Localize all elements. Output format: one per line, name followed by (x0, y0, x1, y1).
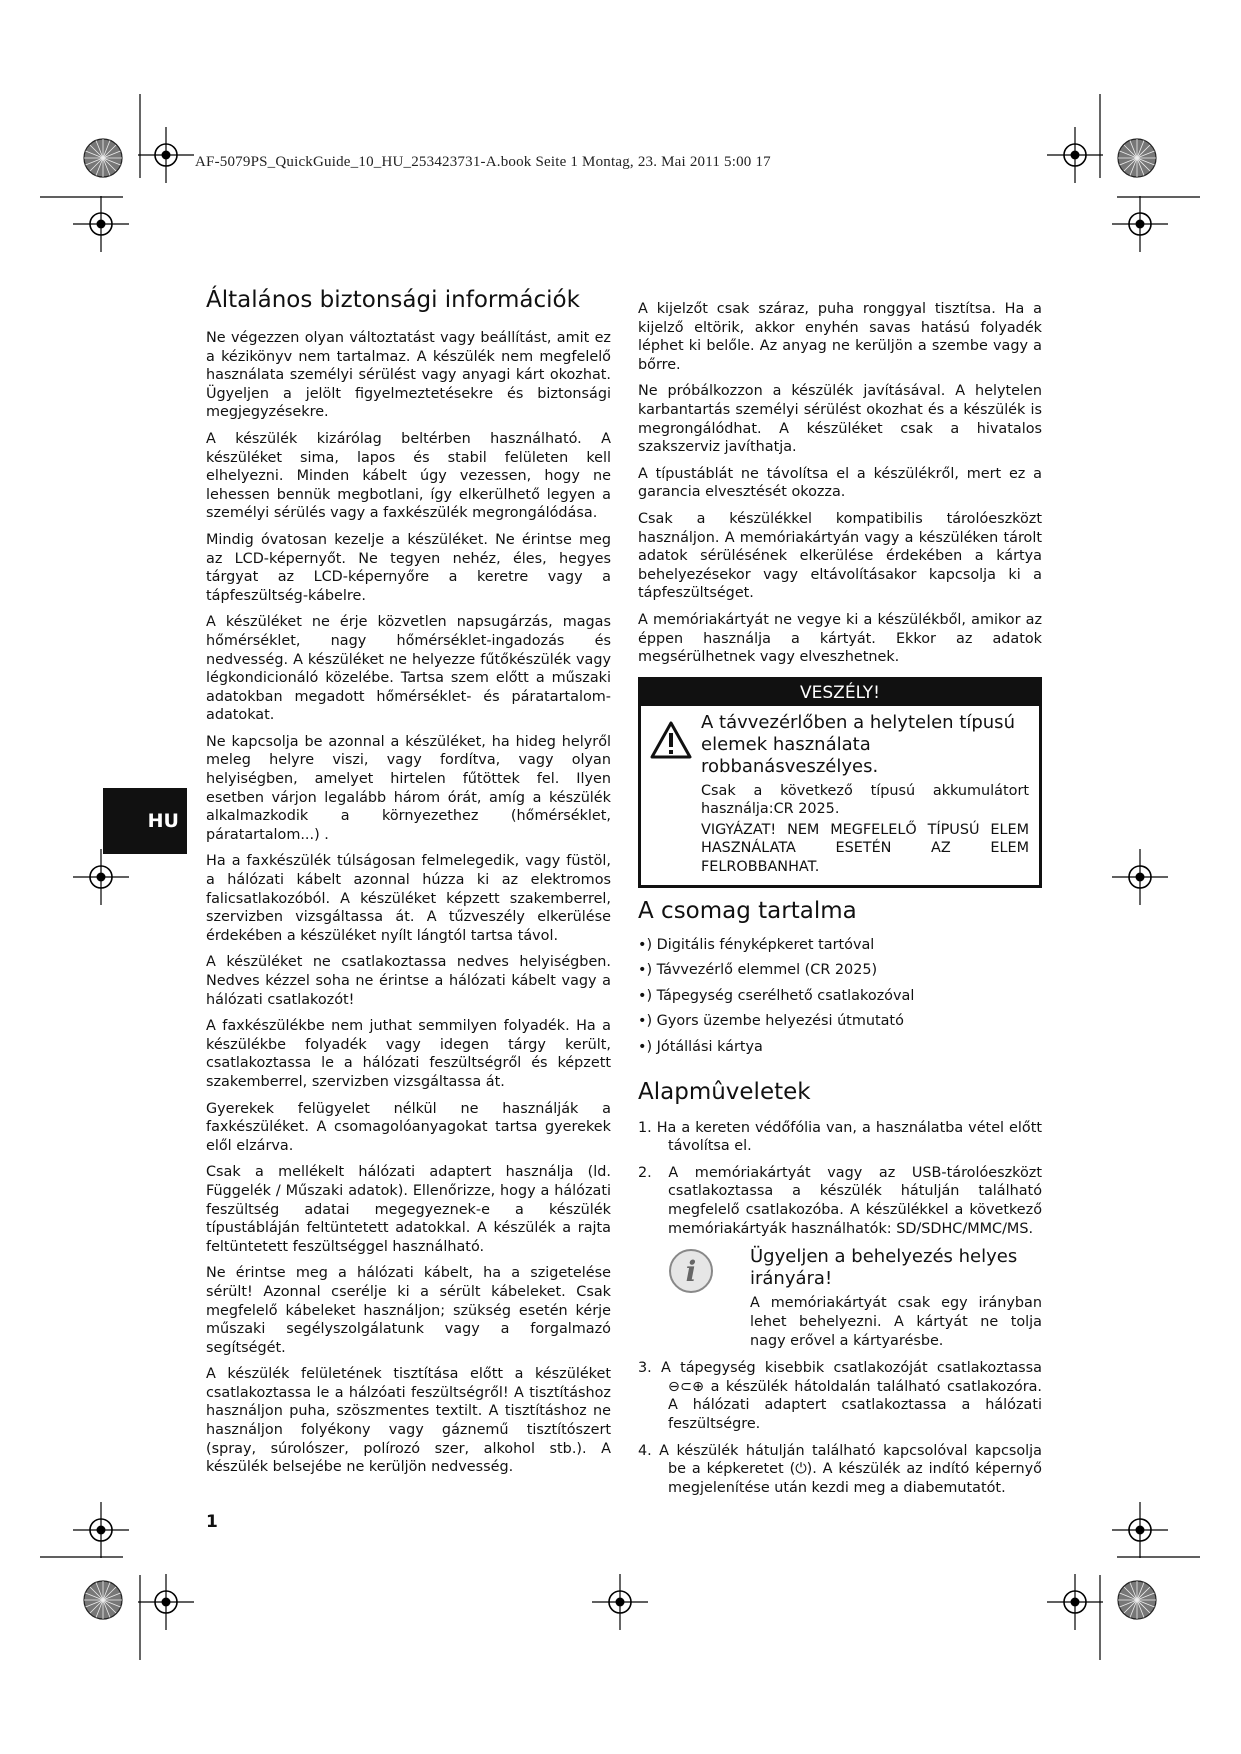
operation-step: 3. A tápegység kisebbik csatlakozóját csatlakoztassa ⊖⊂⊕ a készülék hátoldalán található csatlakozóra. A hálózati adaptert csatlakoztassa a hálózati feszültségre. (638, 1360, 1042, 1432)
info-note (668, 1246, 1042, 1351)
left-column (206, 285, 611, 1485)
operation-step: 1. Ha a kereten védőfólia van, a használatba vétel előtt távolítsa el. (638, 1119, 1042, 1155)
safety-paragraph: Mindig óvatosan kezelje a készüléket. Ne érintse meg az LCD-képernyőt. Ne tegyen nehéz, éles, hegyes tárgyat az LCD-képernyőre a keretre vagy a tápfeszültség-kábelre. (206, 531, 611, 604)
safety-paragraph: Ne próbálkozzon a készülék javításával. A helytelen karbantartás személyi sérülést okozhat és a készülék is megrongálódhat. A készüléket csak a hivatalos szakszerviz javíthatja. (638, 383, 1042, 456)
safety-paragraph: Ha a faxkészülék túlságosan felmelegedik, vagy füstöl, a hálózati kábelt azonnal húzza ki az elektromos falicsatlakozóból. A készüléket képzett szakemberrel, szervizben vizsgáltassa át. A tűzveszély elkerülése érdekében a készüléket nyílt lángtól tartsa távol. (206, 853, 611, 944)
note-text: A memóriakártyát csak egy irányban lehet behelyezni. A kártyát ne tolja nagy erővel a kártyarésbe. (750, 1295, 1042, 1350)
safety-heading: Általános biztonsági információk (206, 287, 580, 313)
package-item: •) Gyors üzembe helyezési útmutató (638, 1013, 904, 1030)
safety-paragraph: Csak a készülékkel kompatibilis tárolóeszközt használjon. A memóriakártyán vagy a készüléken tárolt adatok sérülésének elkerülése érdekében a kártya behelyezésekor vagy eltávolításakor kapcsolja ki a tápfeszültséget. (638, 510, 1042, 602)
safety-paragraph: A faxkészülékbe nem juthat semmilyen folyadék. Ha a készülékbe folyadék vagy idegen tárgy került, csatlakoztassa le a hálózati feszültségről és képzett szakemberrel, szervizben vizsgáltassa át. (206, 1018, 611, 1090)
safety-paragraph: Ne érintse meg a hálózati kábelt, ha a szigetelése sérült! Azonnal cserélje ki a sérült kábeleket. Csak megfelelő kábeleket használjon; szükség esetén kérje műszaki segélyszolgálatunk vagy a forgalmazó segítségét. (206, 1265, 611, 1356)
operation-step: 2. A memóriakártyát vagy az USB-tárolóeszközt csatlakoztassa a készülék hátulján található megfelelő csatlakozóba. A készülékkel a következő memóriakártyák használhatók: SD/SDHC/MMC/MS. (638, 1164, 1042, 1237)
package-item: •) Távvezérlő elemmel (CR 2025) (638, 962, 878, 979)
danger-lead: A távvezérlőben a helytelen típusú elemek használata robbanásveszélyes. (701, 711, 1015, 777)
safety-paragraph: Csak a mellékelt hálózati adaptert használja (ld. Függelék / Műszaki adatok). Ellenőrizze, hogy a hálózati feszültség adatai megegyeznek-e a készülék típustábláján feltüntetett adatokkal. A készülék a rajta feltüntetett feszültséggel használható. (206, 1164, 611, 1255)
safety-paragraph: A készüléket ne csatlakoztassa nedves helyiségben. Nedves kézzel soha ne érintse a hálózati kábelt vagy a hálózati csatlakozót! (206, 954, 611, 1008)
note-title: Ügyeljen a behelyezés helyes irányára! (750, 1246, 1018, 1290)
danger-line: Csak a következő típusú akkumulátort használja:CR 2025. (701, 782, 1029, 818)
package-heading: A csomag tartalma (638, 897, 857, 924)
svg-text:i: i (685, 1255, 697, 1289)
package-item: •) Tápegység cserélhető csatlakozóval (638, 987, 915, 1004)
safety-paragraph: A készülék felületének tisztítása előtt a készüléket csatlakoztassa le a hálzóati feszültségről! A tisztításhoz használjon puha, szöszmentes textilt. A tisztításhoz ne használjon folyékony vagy gáznemű tisztítószert (spray, súrolószer, polírozó szer, alkohol stb.). A készülék belsejébe ne kerüljön nedvesség. (206, 1366, 611, 1476)
danger-box (638, 677, 1042, 888)
safety-paragraph: A készüléket ne érje közvetlen napsugárzás, magas hőmérséklet, nagy hőmérséklet-ingadozás és nedvesség. A készüléket ne helyezze fűtőkészülék vagy légkondicionáló közelébe. Tartsa szem előtt a műszaki adatokban megadott hőmérséklet- és páratartalom-adatokat. (206, 614, 611, 724)
danger-title: VESZÉLY! (641, 680, 1039, 706)
safety-paragraph: Ne végezzen olyan változtatást vagy beállítást, amit ez a kézikönyv nem tartalmaz. A készülék nem megfelelő használata személyi sérülést vagy anyagi kárt okozhat. Ügyeljen a jelölt figyelmeztetésekre és biztonsági megjegyzésekre. (206, 330, 611, 421)
safety-paragraph: Ne kapcsolja be azonnal a készüléket, ha hideg helyről meleg helyre viszi, vagy fordítva, vagy olyan helyiségben, amelyet hirtelen fűtöttek fel. Ilyen esetben várjon legalább három órát, amíg a készülék alkalmazkodik a környezethez (hőmérséklet, páratartalom...) . (206, 733, 611, 843)
safety-paragraph: Gyerekek felügyelet nélkül ne használják a faxkészüléket. A csomagolóanyagokat tartsa gyerekek elől elzárva. (206, 1100, 611, 1154)
info-icon (668, 1248, 714, 1294)
page-number: 1 (206, 1512, 218, 1532)
operation-step: 4. A készülék hátulján található kapcsolóval kapcsolja be a képkeretet (⏻). A készülék az indító képernyő megjelenítése után kezdi meg a diabemutatót. (638, 1442, 1042, 1496)
safety-paragraph: A memóriakártyát ne vegye ki a készülékből, amikor az éppen használja a kártyát. Ekkor az adatok megsérülhetnek vagy elveszhetnek. (638, 611, 1042, 666)
language-tab: HU (103, 788, 187, 854)
safety-paragraph: A típustáblát ne távolítsa el a készülékről, mert ez a garancia elvesztését okozza. (638, 465, 1042, 501)
safety-paragraph: A kijelzőt csak száraz, puha ronggyal tisztítsa. Ha a kijelző eltörik, akkor enyhén savas hatású folyadék léphet ki belőle. Az anyag ne kerüljön a szembe vagy a bőrre. (638, 301, 1042, 373)
safety-paragraph: A készülék kizárólag beltérben használható. A készüléket sima, lapos és stabil felületen kell elhelyezni. Minden kábelt úgy vezessen, hogy ne lehessen bennük megbotlani, így elkerülhető legyen a személyi sérülés vagy a faxkészülék megrongálódása. (206, 430, 611, 522)
warning-triangle-icon (649, 720, 693, 760)
operations-heading: Alapmûveletek (638, 1078, 811, 1105)
right-column (638, 300, 1042, 1505)
danger-line: VIGYÁZAT! NEM MEGFELELŐ TÍPUSÚ ELEM HASZNÁLATA ESETÉN AZ ELEM FELROBBANHAT. (701, 821, 1029, 876)
running-head: AF-5079PS_QuickGuide_10_HU_253423731-A.book Seite 1 Montag, 23. Mai 2011 5:00 17 (195, 154, 771, 170)
package-item: •) Jótállási kártya (638, 1039, 763, 1056)
package-item: •) Digitális fényképkeret tartóval (638, 936, 875, 953)
